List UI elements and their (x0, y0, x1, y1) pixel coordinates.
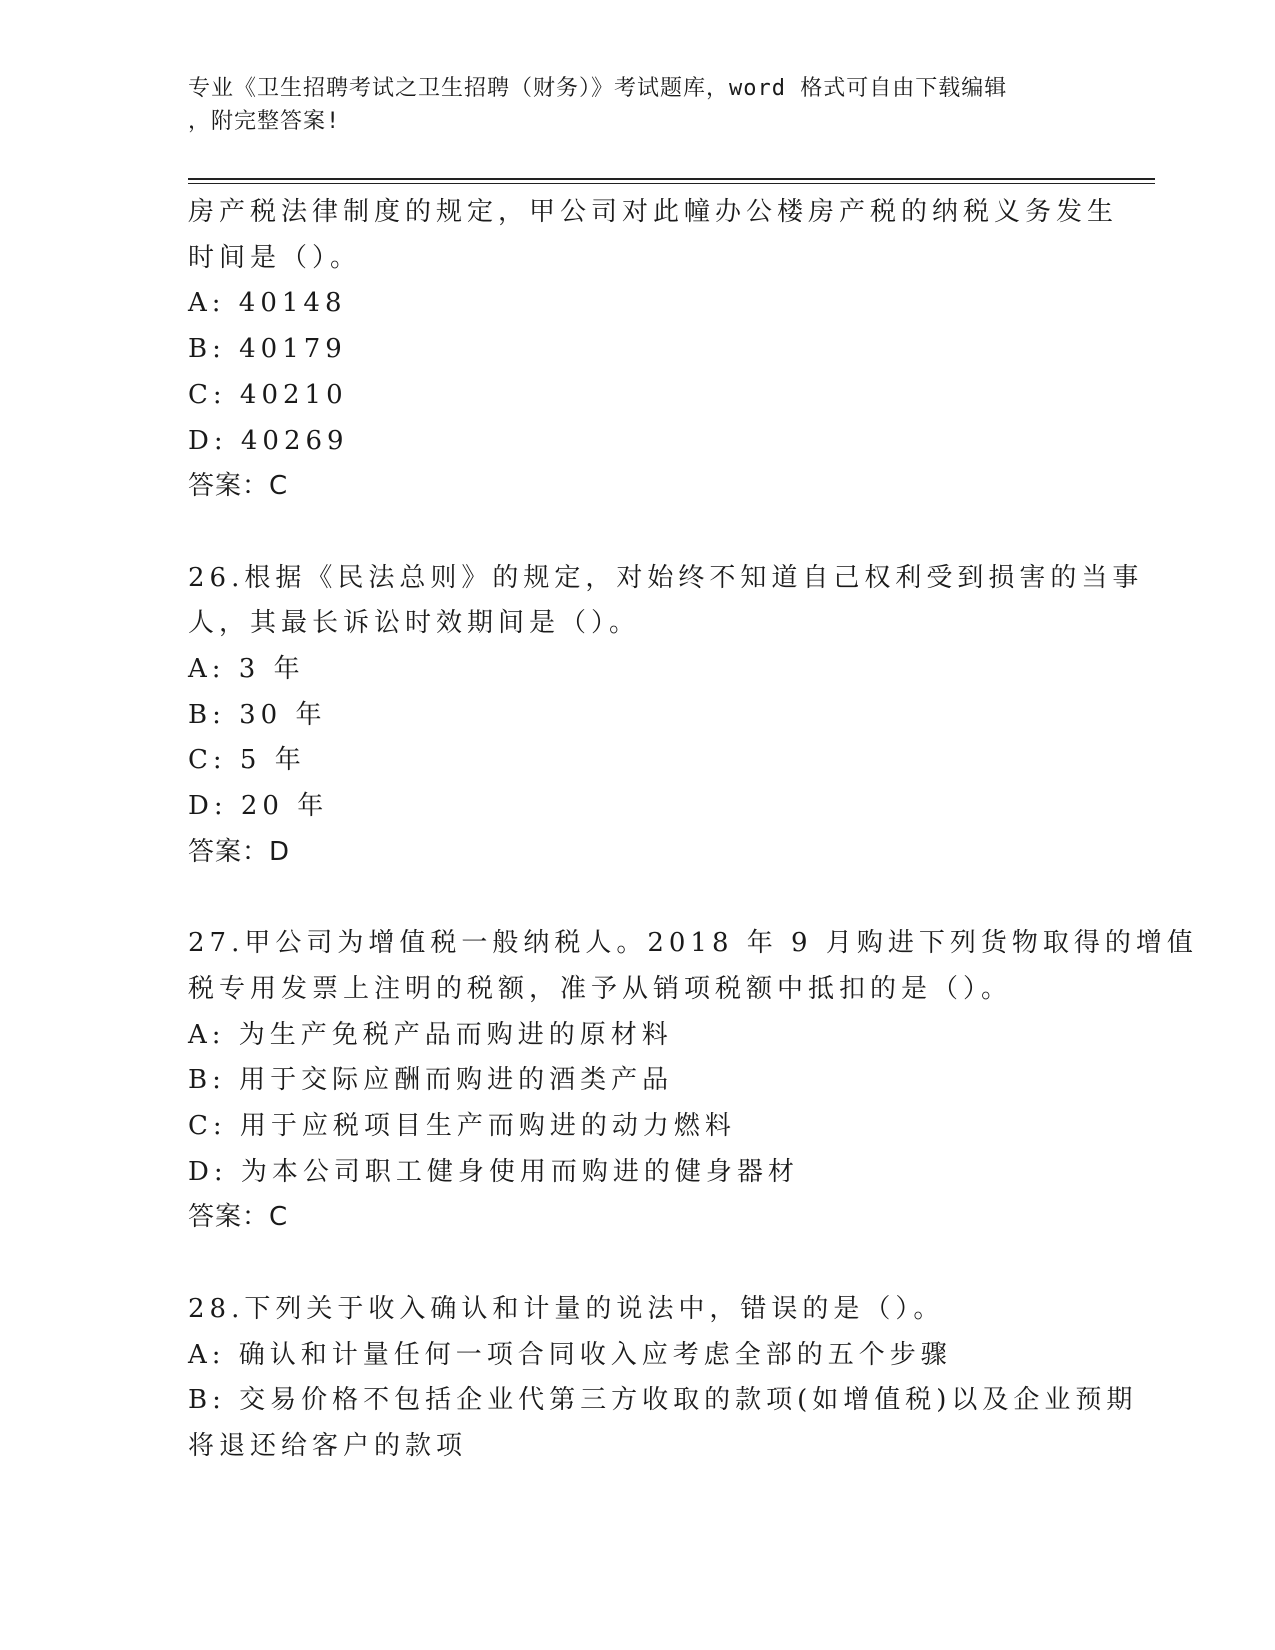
question-stem: 房产税法律制度的规定，甲公司对此幢办公楼房产税的纳税义务发生 (188, 197, 1119, 227)
question-stem: 28.下列关于收入确认和计量的说法中，错误的是（）。 (188, 1293, 945, 1324)
question-stem: 26.根据《民法总则》的规定，对始终不知道自己权利受到损害的当事 (188, 562, 1144, 593)
option-a: A: 为生产免税产品而购进的原材料 (188, 1019, 673, 1050)
header-divider-thick (188, 178, 1155, 180)
question-stem: 时间是（）。 (188, 242, 362, 273)
question-stem: 人，其最长诉讼时效期间是（）。 (188, 608, 641, 639)
option-a: A: 确认和计量任何一项合同收入应考虑全部的五个步骤 (188, 1339, 952, 1370)
question-stem: 税专用发票上注明的税额，准予从销项税额中抵扣的是（）。 (188, 973, 1013, 1004)
document-header (188, 72, 1068, 138)
header-line-1: 专业《卫生招聘考试之卫生招聘（财务）》考试题库，word 格式可自由下载编辑 (188, 76, 1008, 101)
question-25 (188, 190, 1119, 510)
header-divider-thin (188, 183, 1155, 184)
answer-label: 答案：C (188, 1202, 289, 1233)
option-a: A: 40148 (188, 288, 347, 319)
answer-label: 答案：D (188, 836, 291, 867)
question-28 (188, 1287, 1138, 1470)
question-27 (188, 921, 1198, 1241)
spacer (188, 1241, 1088, 1287)
option-b: B: 交易价格不包括企业代第三方收取的款项(如增值税)以及企业预期 (188, 1385, 1138, 1416)
option-d: D: 为本公司职工健身使用而购进的健身器材 (188, 1156, 799, 1187)
option-b: B: 用于交际应酬而购进的酒类产品 (188, 1065, 674, 1096)
option-a: A: 3 年 (188, 654, 305, 685)
option-b: B: 40179 (188, 334, 347, 365)
header-line-2: ，附完整答案! (188, 109, 341, 134)
spacer (188, 510, 1088, 556)
option-b: B: 30 年 (188, 699, 327, 730)
option-c: C: 5 年 (188, 745, 306, 776)
option-c: C: 用于应税项目生产而购进的动力燃料 (188, 1111, 736, 1142)
question-stem: 27.甲公司为增值税一般纳税人。2018 年 9 月购进下列货物取得的增值 (188, 928, 1198, 959)
option-d: D: 20 年 (188, 791, 329, 822)
option-c: C: 40210 (188, 379, 348, 410)
option-d: D: 40269 (188, 425, 349, 456)
option-b-continued: 将退还给客户的款项 (188, 1430, 468, 1461)
question-list (188, 190, 1198, 1470)
question-26 (188, 556, 1144, 876)
spacer (188, 876, 1088, 922)
answer-label: 答案：C (188, 471, 289, 502)
